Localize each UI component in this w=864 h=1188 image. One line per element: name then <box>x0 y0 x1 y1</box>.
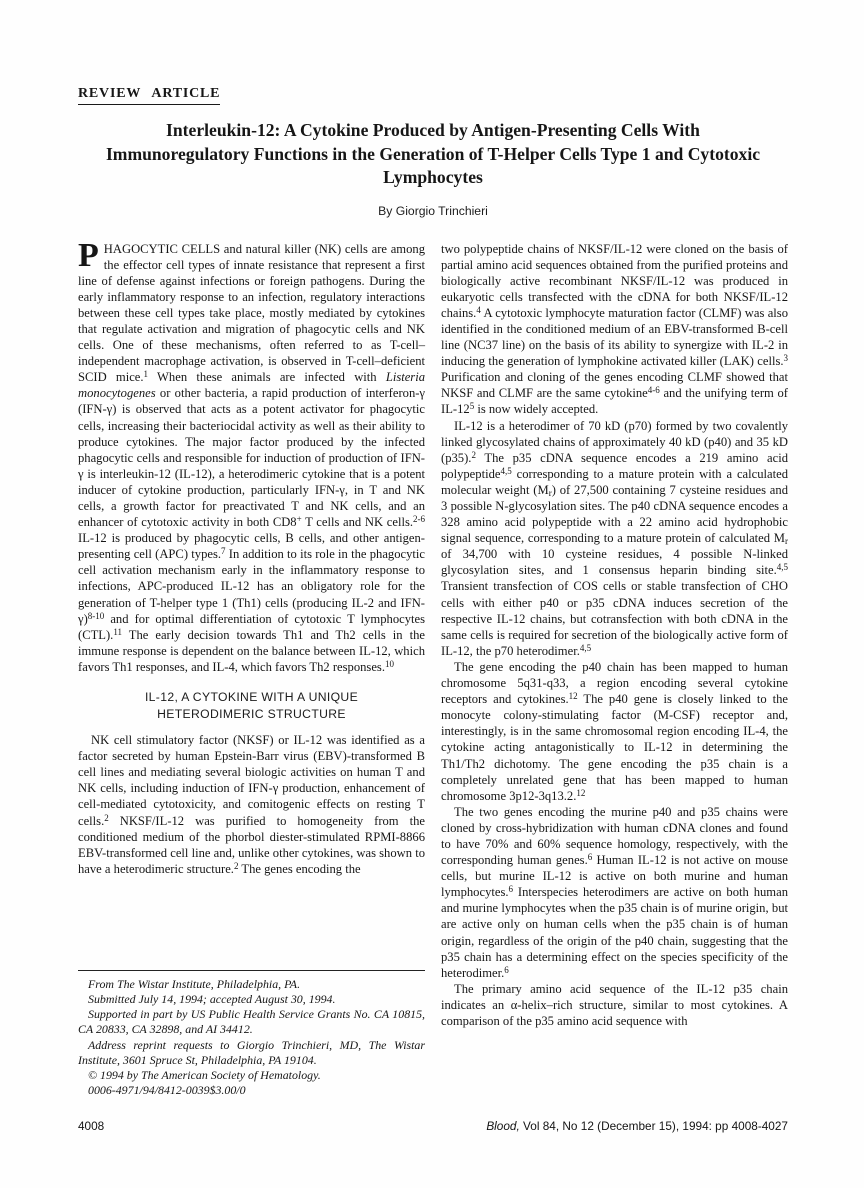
intro-paragraph <box>78 236 426 676</box>
footnote-submission: Submitted July 14, 1994; accepted August 30, 1994. <box>88 992 336 1007</box>
section-heading: IL-12, A CYTOKINE WITH A UNIQUE HETERODIMERIC STRUCTURE <box>144 690 359 721</box>
footnote-support: Supported in part by US Public Health Service Grants No. CA 10815, CA 20833, CA 32898, and AI 34412. <box>78 1007 425 1037</box>
page-content <box>78 84 788 1099</box>
body-paragraph: The primary amino acid sequence of the IL-12 p35 chain indicates an α-helix–rich structure, similar to most cytokines. A comparison of the p35 amino acid sequence with <box>441 981 788 1028</box>
footnote-copyright: © 1994 by The American Society of Hematology. <box>88 1068 321 1083</box>
body-paragraph: The two genes encoding the murine p40 and p35 chains were cloned by cross-hybridization with human cDNA clones and found to have 70% and 60% sequence homology, respectively, with the corresponding human genes.$^6$ Human IL-12 is not active on mouse cells, but murine IL-12 is active on both murine and human lymphocytes.$^6$ Interspecies heterodimers are active on both human and murine lymphocytes when the p35 chain is of murine origin, but are active only on human cells when the p35 chain is of human origin, regardless of the origin of the p40 chain, suggesting that the p35 chain has a determining effect on the species specificity of the heterodimer.$^6$ <box>441 804 788 980</box>
article-title: Interleukin-12: A Cytokine Produced by Antigen-Presenting Cells With Immunoregulatory Functions in the Generation of T-Helper Cells Type 1 and Cytotoxic Lymphocytes <box>105 120 761 187</box>
footnote-block <box>78 970 425 1099</box>
kicker-row <box>78 84 788 105</box>
two-column-body <box>78 236 789 1099</box>
journal-name: Blood, <box>486 1119 520 1133</box>
page-number: 4008 <box>78 1119 105 1133</box>
byline: By Giorgio Trinchieri <box>378 203 488 218</box>
page-footer <box>78 1119 788 1133</box>
right-column <box>441 241 788 1099</box>
body-paragraph: The gene encoding the p40 chain has been mapped to human chromosome 5q31-q33, a region encoding several cytokine receptors and cytokines.$^{12}$ The p40 gene is closely linked to the monocyte colony-stimulating factor (M-CSF) receptor and, interestingly, is in the same chromosomal region encoding IL-4, the cytokine acting antagonistically to IL-12 in determining the Th1/Th2 dichotomy. The gene encoding the p35 chain is a completely unrelated gene that has been mapped to human chromosome 3p12-3q13.2.12 <box>441 659 789 803</box>
intro-paragraph-text: HAGOCYTIC CELLS and natural killer (NK) cells are among the effector cell types of innate resistance that represent a first line of defense against infections or foreign pathogens. During the early inflammatory response to an infection, regulatory interactions between these cell types take place, mostly mediated by cytokines that regulate activation and migration of phagocytic cells and NK cells. One of these mechanisms, often referred to as T-cell–independent macrophage activation, is observed in T-cell–deficient SCID mice.$^1$ When these animals are infected with Listeria monocytogenes or other bacteria, a rapid production of interferon-γ (IFN-γ) is observed that acts as a potent activator for phagocytic cells, increasing their bacteriocidal activity as well as their ability to produce cytokines. The major factor produced by the infected phagocytic cells and responsible for induction of production of IFN-γ is interleukin-12 (IL-12), a heterodimeric cytokine that is a potent inducer of cytokine production, particularly IFN-γ, in T and NK cells, a growth factor for preactivated T and NK cells, and an enhancer of cytotoxic activity in both CD8+ T cells and NK cells.$^{2-6}$ IL-12 is produced by phagocytic cells, B cells, and other antigen-presenting cell (APC) types.$^7$ In addition to its role in the phagocytic cell activation mechanism early in the inflammatory response to infections, APC-produced IL-12 has an obligatory role for the generation of T-helper type 1 (Th1) cells (producing IL-2 and IFN-γ)$^{8-10}$ and for optimal differentiation of cytotoxic T lymphocytes (CTL).$^{11}$ The early decision towards Th1 and Th2 cells in the immune response is dependent on the balance between IL-12, which favors Th1 responses, and IL-4, which favors Th2 responses.$^{10}$ <box>78 241 426 674</box>
footnote-affiliation: From The Wistar Institute, Philadelphia, PA. <box>88 976 301 991</box>
nksf-paragraph: NK cell stimulatory factor (NKSF) or IL-12 was identified as a factor secreted by human Epstein-Barr virus (EBV)-transformed B cell lines and mediating several biologic activities on human T and NK cells, including induction of IFN-γ production, enhancement of cell-mediated cytotoxicity, and comitogenic effects on resting T cells.$^2$ NKSF/IL-12 was purified to homogeneity from the conditioned medium of the phorbol diester-stimulated RPMI-8866 EBV-transformed cell line and, unlike other cytokines, was shown to have a heterodimeric structure.$^2$ The genes encoding the <box>78 733 425 876</box>
review-article-label: REVIEW ARTICLE <box>78 86 220 105</box>
drop-cap: P <box>78 236 99 274</box>
journal-citation <box>486 1119 788 1133</box>
footnote-issn: 0006-4971/94/8412-0039$3.00/0 <box>88 1083 246 1098</box>
body-paragraph: two polypeptide chains of NKSF/IL-12 were cloned on the basis of partial amino acid sequences obtained from the purified proteins and biologically active recombinant NKSF/IL-12 was produced in eukaryotic cells transfected with the cDNA for both NKSF/IL-12 chains.$^4$ A cytotoxic lymphocyte maturation factor (CLMF) was also identified in the conditioned medium of an EBV-transformed B-cell line (NC37 line) on the basis of its ability to synergize with IL-2 in inducing the generation of lymphokine activated killer (LAK) cells.$^3$ Purification and cloning of the genes encoding CLMF showed that NKSF and CLMF are the same cytokine$^{4-6}$ and the unifying term of $IL-12^5$ is now widely accepted. <box>441 241 788 417</box>
left-column <box>78 236 426 1099</box>
citation-rest: Vol 84, No 12 (December 15), 1994: pp 4008-4027 <box>519 1119 788 1133</box>
body-paragraph: IL-12 is a heterodimer of 70 kD (p70) formed by two covalently linked glycosylated chains of approximately 40 kD (p40) and 35 kD (p35).$^2$ The p35 cDNA sequence encodes a 219 amino acid polypeptide$^{4,5}$ corresponding to a mature protein with a calculated molecular weight $(M_r)$ of 27,500 containing 7 cysteine residues and 3 possible N-glycosylation sites. The p40 cDNA sequence encodes a 328 amino acid polypeptide with a 22 amino acid hydrophobic signal sequence, corresponding to a mature protein of calculated $M_r$ of 34,700 with 10 cysteine residues, 4 possible N-linked glycosylation sites, and 1 consensus heparin binding site.$^{4,5}$ Transient transfection of COS cells or stable transfection of CHO cells with either p40 or p35 cDNA induces secretion of the respective IL-12 chains, but cotransfection with both cDNA in the same cells is required for secretion of the biologically active form of IL-12, the p70 heterodimer.$^{4,5}$ <box>441 418 788 658</box>
footnote-reprints: Address reprint requests to Giorgio Trinchieri, MD, The Wistar Institute, 3601 Spruce St, Philadelphia, PA 19104. <box>78 1037 425 1067</box>
